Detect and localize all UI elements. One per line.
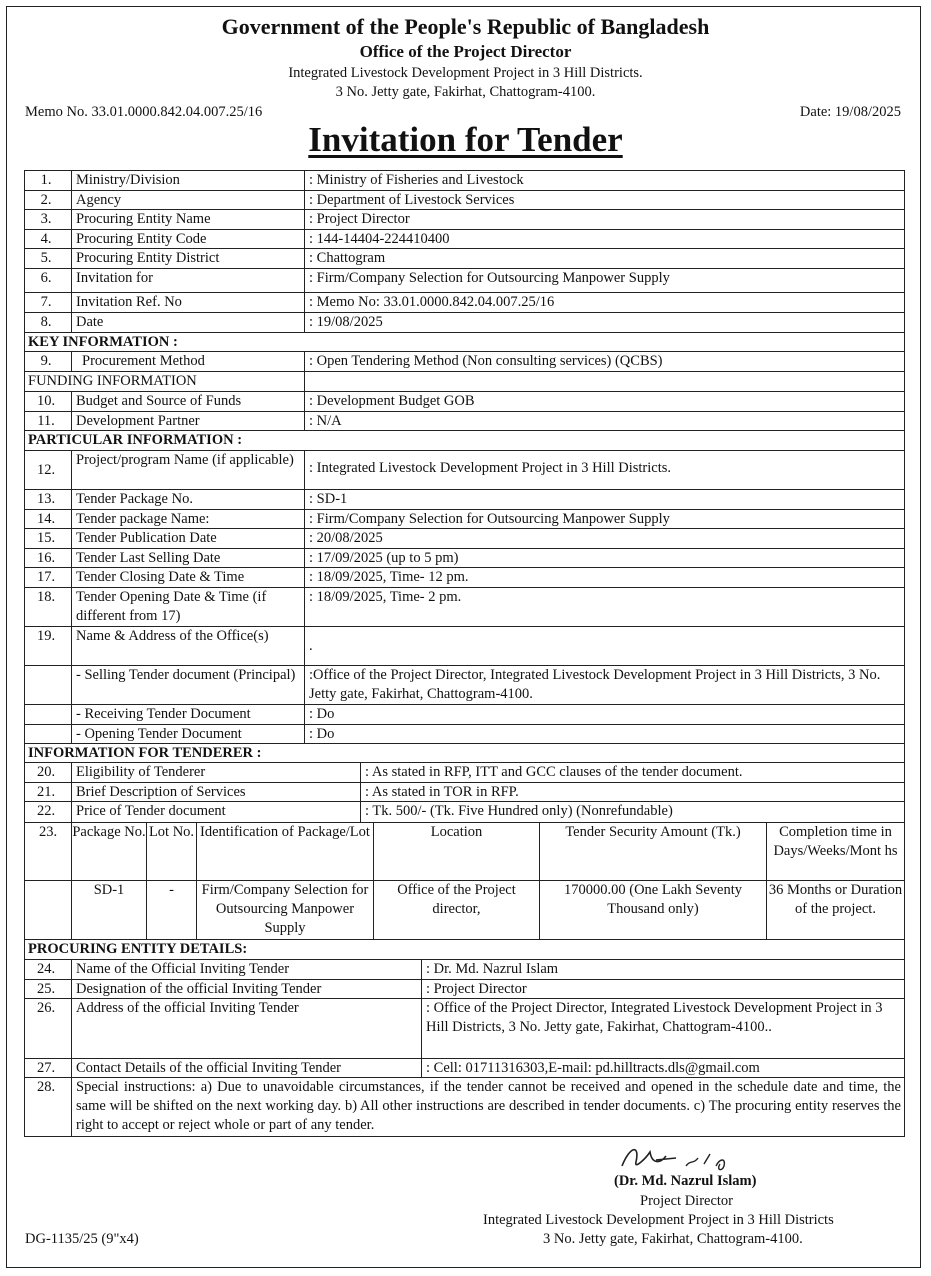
row-value: : Firm/Company Selection for Outsourcing Manpower Supply	[304, 269, 904, 292]
row-value: : As stated in RFP, ITT and GCC clauses of the tender document.	[360, 763, 904, 782]
project-line: Integrated Livestock Development Project in 3 Hill Districts.	[288, 65, 643, 81]
table-row	[25, 763, 904, 783]
row-number: 2.	[40, 192, 52, 208]
table-row	[25, 191, 904, 210]
row-value: : SD-1	[304, 490, 904, 509]
identification-header: Identification of Package/Lot	[196, 823, 373, 880]
completion-time-header: Completion time in Days/Weeks/Mont hs	[766, 823, 904, 880]
table-row	[25, 510, 904, 529]
footer-code: DG-1135/25 (9"x4)	[25, 1231, 139, 1247]
table-row	[25, 352, 904, 372]
row-value: : As stated in TOR in RFP.	[360, 783, 904, 801]
package-no-value: SD-1	[71, 881, 146, 939]
row-number: 1.	[40, 172, 52, 188]
row-number: 11.	[37, 413, 55, 429]
table-row	[25, 666, 904, 705]
table-row	[25, 392, 904, 412]
lot-no-value: -	[146, 881, 196, 939]
government-heading: Government of the People's Republic of Bangladesh	[221, 14, 710, 39]
row-value: : Do	[304, 705, 904, 724]
row-label: Procurement Method	[71, 352, 304, 371]
security-amount-header: Tender Security Amount (Tk.)	[539, 823, 766, 880]
section-key-information: KEY INFORMATION :	[28, 334, 178, 350]
row-number: 10.	[36, 393, 56, 409]
signatory-address: 3 No. Jetty gate, Fakirhat, Chattogram-4100.	[543, 1231, 803, 1247]
row-number: 16.	[36, 550, 56, 566]
row-number: 15.	[36, 530, 56, 546]
row-value: : N/A	[304, 412, 904, 430]
row-number: 4.	[40, 231, 52, 247]
address-line: 3 No. Jetty gate, Fakirhat, Chattogram-4100.	[335, 84, 596, 100]
row-label: - Receiving Tender Document	[71, 705, 304, 724]
section-header-row	[25, 333, 904, 352]
location-header: Location	[373, 823, 539, 880]
row-label: Procuring Entity District	[71, 249, 304, 268]
row-value: : Development Budget GOB	[304, 392, 904, 411]
row-value: : Integrated Livestock Development Project in 3 Hill Districts.	[304, 451, 904, 489]
table-row	[25, 529, 904, 549]
row-number: 25.	[36, 981, 56, 997]
row-value: : 17/09/2025 (up to 5 pm)	[304, 549, 904, 567]
table-row	[25, 960, 904, 980]
completion-time-value: 36 Months or Duration of the project.	[766, 881, 904, 939]
row-label: Tender Opening Date & Time (if different from 17)	[71, 588, 304, 626]
row-value: : Dr. Md. Nazrul Islam	[421, 960, 904, 979]
row-value: : Open Tendering Method (Non consulting services) (QCBS)	[304, 352, 904, 371]
row-value: : 144-14404-224410400	[304, 230, 904, 248]
memo-number: Memo No. 33.01.0000.842.04.007.25/16	[25, 104, 263, 120]
lot-no-header: Lot No.	[146, 823, 196, 880]
table-row	[25, 171, 904, 191]
row-label: Invitation Ref. No	[71, 293, 304, 312]
section-information-for-tenderer: INFORMATION FOR TENDERER :	[28, 745, 262, 761]
row-value: : Memo No: 33.01.0000.842.04.007.25/16	[304, 293, 904, 312]
row-value: : Project Director	[421, 980, 904, 998]
row-number: 17.	[36, 569, 56, 585]
empty-cell	[304, 372, 904, 391]
page-title	[0, 120, 931, 160]
row-value: : Department of Livestock Services	[304, 191, 904, 209]
table-row	[25, 210, 904, 230]
package-header-row	[25, 823, 904, 881]
office-heading: Office of the Project Director	[359, 42, 572, 61]
row-number: 24.	[36, 961, 56, 977]
row-number	[25, 666, 71, 704]
row-label: Budget and Source of Funds	[71, 392, 304, 411]
row-number: 3.	[40, 211, 52, 227]
row-number: 8.	[40, 314, 52, 330]
identification-value: Firm/Company Selection for Outsourcing Manpower Supply	[196, 881, 373, 939]
memo-date: Date: 19/08/2025	[799, 104, 901, 120]
section-header-row	[25, 372, 904, 392]
row-number	[25, 705, 71, 724]
row-number: 7.	[40, 294, 52, 310]
row-value: : 18/09/2025, Time- 2 pm.	[304, 588, 904, 626]
row-number: 9.	[40, 353, 52, 369]
section-procuring-entity-details: PROCURING ENTITY DETAILS:	[28, 941, 248, 957]
row-label: Brief Description of Services	[71, 783, 360, 801]
row-number: 22.	[36, 803, 56, 819]
row-number: 28.	[36, 1079, 56, 1095]
location-value: Office of the Project director,	[373, 881, 539, 939]
row-label: Invitation for	[71, 269, 304, 292]
row-label: Tender package Name:	[71, 510, 304, 528]
row-number	[25, 725, 71, 743]
table-row	[25, 549, 904, 568]
security-amount-value: 170000.00 (One Lakh Seventy Thousand only)	[539, 881, 766, 939]
signatory-designation: Project Director	[640, 1193, 734, 1209]
row-value: : 18/09/2025, Time- 12 pm.	[304, 568, 904, 587]
table-row	[25, 725, 904, 744]
package-value-row	[25, 881, 904, 940]
row-value: : Ministry of Fisheries and Livestock	[304, 171, 904, 190]
section-header-row	[25, 940, 904, 960]
row-label: Price of Tender document	[71, 802, 360, 822]
row-number: 19.	[36, 628, 56, 644]
row-value: : 20/08/2025	[304, 529, 904, 548]
table-row	[25, 568, 904, 588]
row-label: Development Partner	[71, 412, 304, 430]
table-row	[25, 412, 904, 431]
table-row	[25, 802, 904, 823]
special-instructions: Special instructions: a) Due to unavoidable circumstances, if the tender cannot be received and opened in the schedule date and time, the same will be shifted on the next working day. b) All other instructions are described in tender documents. c) The procuring entity reserves the right to accept or reject whole or part of any tender.	[71, 1078, 904, 1136]
row-label: Name of the Official Inviting Tender	[71, 960, 421, 979]
row-label: Tender Closing Date & Time	[71, 568, 304, 587]
row-label: Procuring Entity Name	[71, 210, 304, 229]
row-label: Name & Address of the Office(s)	[71, 627, 304, 665]
row-number: 18.	[36, 589, 56, 605]
section-particular-information: PARTICULAR INFORMATION :	[28, 432, 243, 448]
row-label: Agency	[71, 191, 304, 209]
row-number: 23.	[38, 824, 58, 840]
row-number: 27.	[36, 1060, 56, 1076]
table-row	[25, 490, 904, 510]
section-header-row	[25, 431, 904, 451]
table-row	[25, 249, 904, 269]
row-value: :Office of the Project Director, Integrated Livestock Development Project in 3 Hill Districts, 3 No. Jetty gate, Fakirhat, Chattogram-4100.	[304, 666, 904, 704]
row-number: 5.	[40, 250, 52, 266]
signatory-name: (Dr. Md. Nazrul Islam)	[614, 1173, 757, 1189]
row-label: Date	[71, 313, 304, 332]
row-number: 21.	[36, 784, 56, 800]
table-row	[25, 230, 904, 249]
row-label: Eligibility of Tenderer	[71, 763, 360, 782]
row-value: : Office of the Project Director, Integrated Livestock Development Project in 3 Hill Districts, 3 No. Jetty gate, Fakirhat, Chattogram-4100..	[421, 999, 904, 1058]
row-value: : 19/08/2025	[304, 313, 904, 332]
row-label: Address of the official Inviting Tender	[71, 999, 421, 1058]
row-label: Procuring Entity Code	[71, 230, 304, 248]
table-row	[25, 588, 904, 627]
row-label: Designation of the official Inviting Tender	[71, 980, 421, 998]
package-no-header: Package No.	[71, 823, 146, 880]
row-number: 26.	[36, 1000, 56, 1016]
table-row	[25, 783, 904, 802]
row-value: : Chattogram	[304, 249, 904, 268]
signatory-project: Integrated Livestock Development Project in 3 Hill Districts	[483, 1212, 834, 1228]
row-label: - Selling Tender document (Principal)	[71, 666, 304, 704]
table-row	[25, 999, 904, 1059]
row-label: Contact Details of the official Inviting Tender	[71, 1059, 421, 1077]
table-row	[25, 1078, 904, 1136]
tender-table	[24, 170, 905, 1137]
row-label: Tender Publication Date	[71, 529, 304, 548]
section-funding-information: FUNDING INFORMATION	[28, 373, 197, 389]
page-title-text: Invitation for Tender	[308, 120, 623, 159]
table-row	[25, 627, 904, 666]
row-value: .	[304, 627, 904, 665]
table-row	[25, 1059, 904, 1078]
table-row	[25, 705, 904, 725]
row-label: Ministry/Division	[71, 171, 304, 190]
empty-cell	[25, 881, 71, 939]
row-number: 14.	[36, 511, 56, 527]
row-value: : Project Director	[304, 210, 904, 229]
row-label: Project/program Name (if applicable)	[71, 451, 304, 489]
row-label: - Opening Tender Document	[71, 725, 304, 743]
row-value: : Firm/Company Selection for Outsourcing Manpower Supply	[304, 510, 904, 528]
row-label: Tender Package No.	[71, 490, 304, 509]
row-number: 20.	[36, 764, 56, 780]
table-row	[25, 313, 904, 333]
table-row	[25, 451, 904, 490]
row-label: Tender Last Selling Date	[71, 549, 304, 567]
row-number: 13.	[36, 491, 56, 507]
row-value: : Do	[304, 725, 904, 743]
table-row	[25, 269, 904, 293]
row-number: 12.	[36, 462, 56, 478]
row-value: : Cell: 01711316303,E-mail: pd.hilltracts.dls@gmail.com	[421, 1059, 904, 1077]
row-value: : Tk. 500/- (Tk. Five Hundred only) (Nonrefundable)	[360, 802, 904, 822]
row-number: 6.	[40, 270, 52, 286]
section-header-row	[25, 744, 904, 763]
table-row	[25, 980, 904, 999]
table-row	[25, 293, 904, 313]
